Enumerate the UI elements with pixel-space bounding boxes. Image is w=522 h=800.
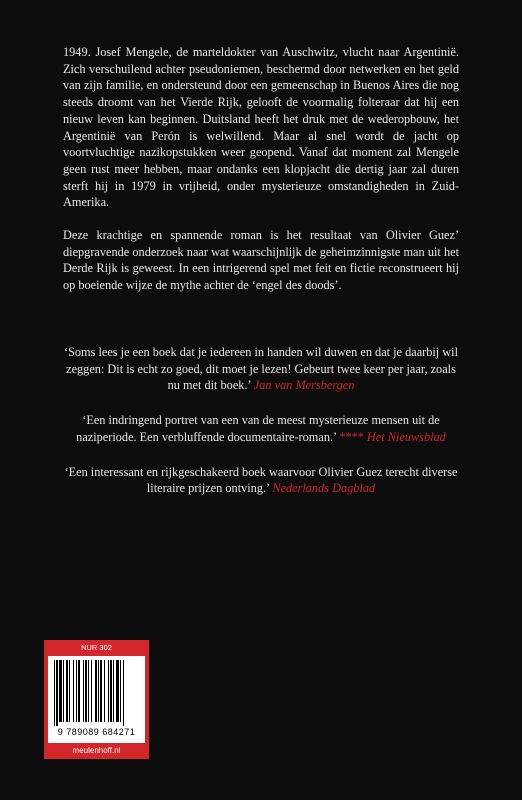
blurb	[63, 44, 459, 310]
quote-text: ‘Een indringend portret van een van de meest mysterieuze mensen uit de naziperiode. Een verbluffende documentaire-roman.’	[76, 413, 440, 444]
quote-text: ‘Een interessant en rijkgeschakeerd boek waarvoor Olivier Guez terecht diverse literaire prijzen ontving.’	[64, 464, 458, 496]
barcode-bar	[123, 660, 124, 726]
barcode-bar	[88, 660, 89, 722]
barcode-bar	[78, 660, 80, 722]
barcode-bar	[85, 660, 87, 722]
review-quotes	[63, 344, 459, 515]
barcode-block	[44, 640, 149, 759]
barcode-bar	[116, 660, 119, 722]
barcode-bar	[54, 660, 55, 726]
barcode-bar	[108, 660, 109, 722]
quote-text: ‘Soms lees je een boek dat je iedereen in handen wil duwen en dat je daarbij wil zeggen: Dit is echt zo goed, dit moet je lezen! Gebeurt twee keer per jaar, zoals nu met dit boek.’	[63, 345, 459, 393]
barcode-bar	[120, 660, 121, 722]
blurb-paragraph: Deze krachtige en spannende roman is het resultaat van Olivier Guez’ diepgravende onderzoek naar wat waarschijnlijk de geheimzinnigste man uit het Derde Rijk is geweest. In een intrigerend spel met feit en fictie reconstrueert hij op boeiende wijze de mythe achter de ‘engel des doods’.	[63, 228, 459, 293]
barcode-bar	[63, 660, 64, 722]
review-quote	[63, 464, 459, 497]
barcode-bar	[66, 660, 68, 722]
isbn-number: 9 789089 684271	[57, 727, 136, 737]
barcode-bar	[69, 660, 70, 722]
barcode-icon	[52, 660, 141, 726]
barcode-bar	[104, 660, 105, 722]
review-quote	[63, 412, 459, 445]
barcode-bar	[110, 660, 112, 722]
quote-source: Het Nieuwsblad	[366, 429, 446, 444]
barcode-bar	[83, 660, 84, 722]
barcode-bar	[98, 660, 99, 722]
quote-source: Nederlands Dagblad	[272, 481, 376, 496]
review-quote	[63, 344, 459, 394]
barcode-bar	[95, 660, 97, 722]
barcode-bar	[59, 660, 62, 722]
blurb-paragraph: 1949. Josef Mengele, de marteldokter van Auschwitz, vlucht naar Argentinië. Zich verschuilend achter pseudoniemen, beschermd door netwerken en het geld van zijn familie, en ondersteund door een gemeenschap in Buenos Aires die nog steeds droomt van het Vierde Rijk, gelooft de voormalig folteraar dat hij een nieuw leven kan beginnen. Duitsland heeft het druk met de wederopbouw, het Argentinië van Perón is welwillend. Maar al snel wordt de jacht op voortvluchtige nazikopstukken weer geopend. Vanaf dat moment zal Mengele geen rust meer hebben, maar ondanks een klopjacht die dertig jaar zal duren sterft hij in 1979 in vrijheid, onder mysterieuze omstandigheden in Zuid-Amerika.	[63, 45, 459, 210]
quote-source: Jan van Mersbergen	[253, 378, 355, 393]
barcode-bar	[73, 660, 74, 722]
publisher-url: meulenhoff.nl	[72, 746, 121, 755]
barcode-bar	[76, 660, 77, 722]
barcode-panel	[48, 656, 145, 743]
quote-rating: ****	[339, 429, 364, 444]
barcode-bar	[100, 660, 102, 722]
barcode-bar	[91, 660, 92, 722]
barcode-bar	[113, 660, 114, 722]
barcode-bar	[56, 660, 58, 726]
nur-code: NUR 302	[81, 643, 112, 652]
